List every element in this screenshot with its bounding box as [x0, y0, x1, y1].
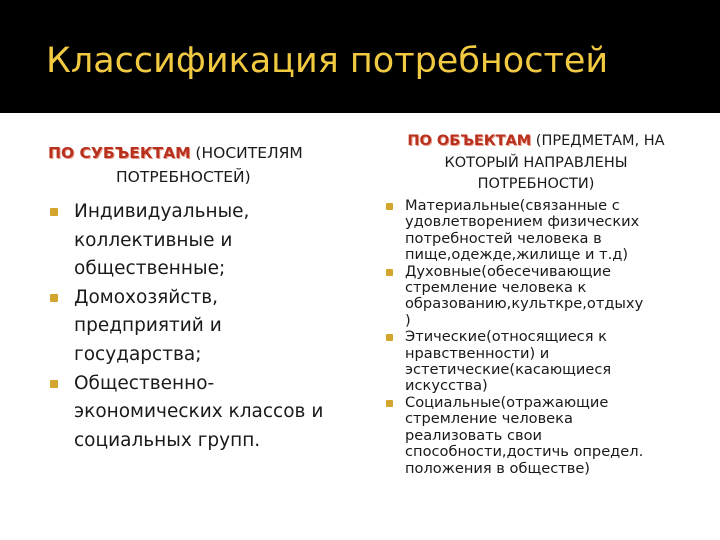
list-item-line: Материальные(связанные с [405, 197, 620, 214]
list-item [386, 395, 686, 477]
list-item-line: реализовать свои [405, 426, 543, 444]
right-column-heading [386, 131, 686, 196]
right-heading-rest: (ПРЕДМЕТАМ, НА [531, 133, 665, 149]
list-item-line: нравственности) и [405, 344, 550, 362]
slide-title: Классификация потребностей [46, 41, 609, 81]
list-item-line: предприятий и [74, 315, 222, 337]
left-heading-accent: ПО СУБЪЕКТАМ [48, 144, 191, 162]
list-item-line: ) [405, 311, 411, 329]
square-bullet-icon [50, 294, 58, 302]
list-item-line: пище,одежде,жилище и т.д) [405, 246, 629, 264]
list-item-line: социальных групп. [74, 429, 261, 451]
list-item-line: Социальные(отражающие [405, 393, 609, 411]
left-column-heading [48, 141, 368, 189]
list-item-line: общественные; [74, 258, 226, 280]
list-item [50, 370, 350, 456]
list-item-line: коллективные и [74, 229, 233, 251]
list-item [386, 198, 686, 264]
square-bullet-icon [386, 334, 393, 341]
list-item-line: искусства) [405, 377, 488, 395]
list-item-line: образованию,культкре,отдыху [405, 295, 644, 313]
list-item-line: положения в обществе) [405, 459, 590, 477]
list-item-line: способности,достичь определ. [405, 443, 644, 461]
list-item-line: удовлетворением физических [405, 213, 640, 231]
list-item-line: стремление человека к [405, 279, 587, 297]
square-bullet-icon [386, 400, 393, 407]
right-bullet-list [386, 198, 686, 477]
square-bullet-icon [50, 208, 58, 216]
left-bullet-list [50, 198, 350, 455]
list-item-line: Общественно- [74, 372, 215, 394]
list-item-line: потребностей человека в [405, 229, 602, 247]
list-item-line: Этические(относящиеся к [405, 328, 607, 346]
list-item [50, 284, 350, 370]
square-bullet-icon [386, 269, 393, 276]
list-item-line: эстетические(касающиеся [405, 361, 612, 379]
list-item-line: государства; [74, 343, 202, 365]
left-heading-line2: ПОТРЕБНОСТЕЙ) [116, 168, 251, 186]
list-item-line: Индивидуальные, [74, 201, 250, 222]
right-heading-accent: ПО ОБЪЕКТАМ [407, 133, 532, 149]
list-item [386, 264, 686, 330]
square-bullet-icon [50, 380, 58, 388]
list-item-line: стремление человека [405, 410, 573, 428]
list-item-line: Домохозяйств, [74, 286, 219, 308]
left-heading-rest: (НОСИТЕЛЯМ [190, 144, 303, 162]
list-item-line: Духовные(обесечивающие [405, 262, 611, 280]
list-item-line: экономических классов и [74, 401, 324, 423]
list-item [386, 329, 686, 395]
list-item [50, 198, 350, 284]
right-heading-line3: ПОТРЕБНОСТИ) [477, 176, 595, 192]
right-heading-line2: КОТОРЫЙ НАПРАВЛЕНЫ [444, 154, 628, 171]
square-bullet-icon [386, 203, 393, 210]
title-bar [0, 0, 720, 113]
